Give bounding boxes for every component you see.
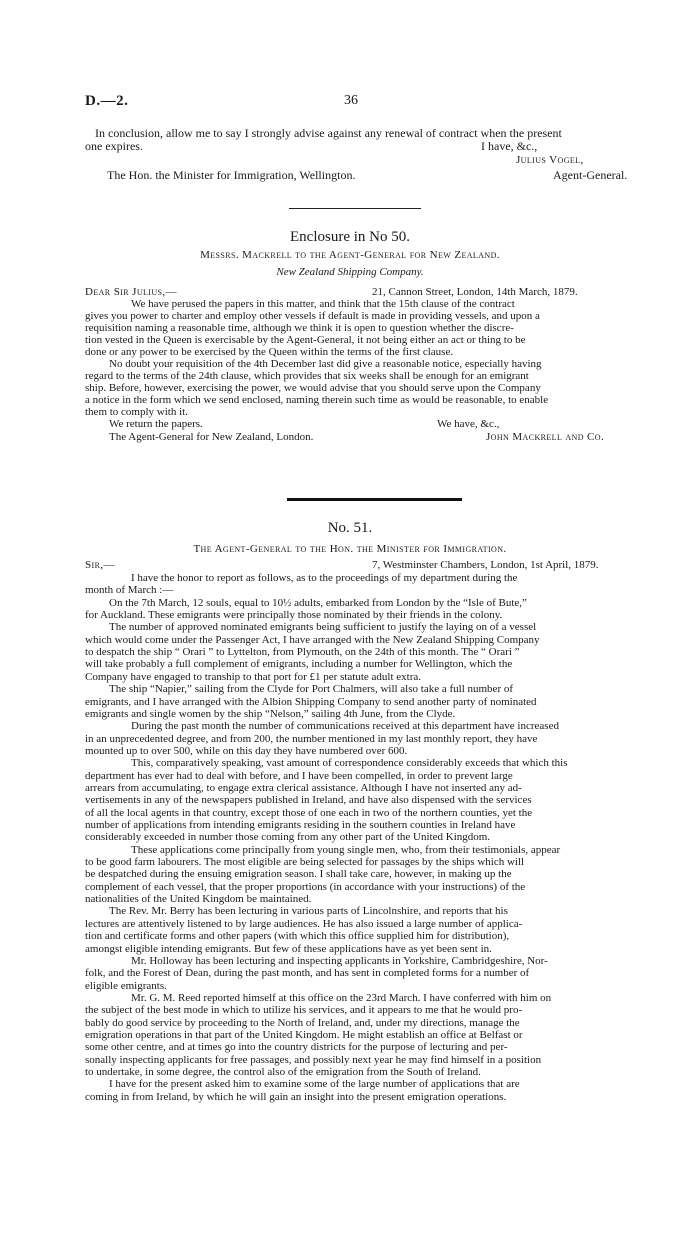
letter-line: bably do good service by proceeding to the North of Ireland, and, under my directions, manage the — [85, 1016, 520, 1029]
enclosure-line: We have perused the papers in this matter, and think that the 15th clause of the contract — [131, 298, 515, 310]
letter-line: nationalities of the United Kingdom be maintained. — [85, 893, 312, 906]
letter-heading: No. 51. — [327, 520, 373, 536]
letter-line: be despatched during the ensuing emigration season. I shall take care, however, in making up the — [85, 868, 512, 881]
letter-line: The ship “Napier,” sailing from the Clyde for Port Chalmers, will also take a full number of — [109, 683, 514, 696]
letter-line: emigrants, and I have arranged with the Albion Shipping Company to send another party of nominated — [85, 695, 537, 708]
section-divider-thick — [287, 498, 462, 501]
letter-line: I have the honor to report as follows, as to the proceedings of my department during the — [131, 572, 518, 584]
enclosure-line: No doubt your requisition of the 4th December last did give a reasonable notice, especially having — [109, 358, 542, 370]
closing-signature: Julius Vogel, — [516, 154, 584, 166]
letter-line: month of March :— — [85, 584, 174, 597]
letter-line: sonally inspecting applicants for free passages, and possibly next year he may find himself in a position — [85, 1053, 542, 1066]
letter-salutation: Sir,— — [85, 559, 115, 571]
enclosure-return-line: We return the papers. — [109, 418, 203, 430]
letter-line: of all the local agents in that country, except those of one each in two of the northern counties, yet the — [85, 806, 533, 819]
letter-line: amongst eligible intending emigrants. But few of these applications have as yet been sent in. — [85, 942, 492, 955]
enclosure-line: requisition naming a reasonable time, although we think it is open to question whether the discre- — [85, 322, 514, 334]
letter-line: for Auckland. These emigrants were principally those nominated by their friends in the colony. — [85, 609, 503, 622]
letter-line: arrears from accumulating, to engage extra clerical assistance. Although I have not inserted any ad- — [85, 781, 522, 794]
letter-line: The number of approved nominated emigrants being sufficient to justify the laying on of a vessel — [109, 621, 537, 634]
letter-line: which would come under the Passenger Act, I have arranged with the New Zealand Shipping Company — [85, 633, 540, 646]
enclosure-line: done or any power to be exercised by the Queen within the terms of the first clause. — [85, 346, 454, 358]
letter-line: emigrants and single women by the ship “Nelson,” sailing 4th June, from the Clyde. — [85, 707, 456, 720]
letter-line: lectures are attentively listened to by large audiences. He has also issued a large number of applica- — [85, 917, 523, 930]
enclosure-line: them to comply with it. — [85, 406, 188, 418]
enclosure-from-to: Messrs. Mackrell to the Agent-General for New Zealand. — [200, 249, 500, 261]
section-divider — [289, 208, 421, 209]
letter-line: department has ever had to deal with before, and I have been compelled, in order to prevent large — [85, 769, 513, 782]
letter-line: The Rev. Mr. Berry has been lecturing in various parts of Lincolnshire, and reports that his — [109, 905, 508, 918]
letter-line: tion and certificate forms and other papers (with which this office supplied him for distribution), — [85, 930, 510, 943]
letter-line: in an unprecedented degree, and from 200, the number mentioned in my last monthly report, they have — [85, 732, 538, 745]
closing-sign-off: I have, &c., — [481, 139, 538, 153]
letter-line: coming in from Ireland, by which he will gain an insight into the present emigration operations. — [85, 1090, 507, 1103]
document-reference: D.—2. — [85, 93, 129, 109]
closing-line-1: In conclusion, allow me to say I strongly advise against any renewal of contract when the present — [95, 126, 562, 140]
letter-line: vertisements in any of the newspapers published in Ireland, and have also dispensed with the services — [85, 794, 532, 807]
enclosure-line: ship. Before, however, exercising the power, we would advise that you should serve upon the Company — [85, 382, 541, 394]
letter-line: emigration operations in that part of the United Kingdom. He might establish an office at Belfast or — [85, 1028, 523, 1041]
enclosure-company: New Zealand Shipping Company. — [276, 266, 424, 278]
letter-line: to undertake, in some degree, the control also of the emigration from the South of Ireland. — [85, 1066, 481, 1078]
letter-line: eligible emigrants. — [85, 979, 167, 992]
enclosure-sign-off: We have, &c., — [437, 418, 500, 430]
letter-line: complement of each vessel, that the proper proportions (in accordance with your instructions) of the — [85, 880, 526, 893]
enclosure-addressee: The Agent-General for New Zealand, London. — [109, 431, 314, 443]
enclosure-heading: Enclosure in No 50. — [290, 229, 410, 245]
letter-line: I have for the present asked him to examine some of the large number of applications that are — [109, 1078, 520, 1091]
closing-title: Agent-General. — [553, 168, 628, 182]
letter-line: These applications come principally from young single men, who, from their testimonials, appear — [131, 843, 561, 856]
enclosure-line: a notice in the form which we send enclosed, naming therein such time as would be reasonable, to enable — [85, 394, 549, 406]
letter-line: to despatch the ship “ Orari ” to Lyttelton, from Plymouth, on the 24th of this month. The “ Orari ” — [85, 646, 520, 659]
letter-line: Company have engaged to tranship to that port for £1 per statute adult extra. — [85, 670, 422, 683]
letter-address: 7, Westminster Chambers, London, 1st April, 1879. — [372, 559, 599, 571]
letter-line: the subject of the best mode in which to utilize his services, and it appears to me that he would pro- — [85, 1004, 523, 1017]
closing-line-2: one expires. — [85, 139, 143, 153]
letter-from-to: The Agent-General to the Hon. the Minister for Immigration. — [193, 543, 507, 555]
closing-addressee: The Hon. the Minister for Immigration, Wellington. — [107, 168, 356, 182]
enclosure-line: gives you power to charter and employ other vessels if default is made in providing vessels, and upon a — [85, 310, 540, 322]
letter-line: number of applications from intending emigrants residing in the southern counties in Ireland have — [85, 819, 516, 831]
letter-line: folk, and the Forest of Dean, during the past month, and has sent in completed forms for a number of — [85, 967, 530, 980]
letter-line: During the past month the number of communications received at this department have increased — [131, 720, 559, 733]
letter-line: Mr. G. M. Reed reported himself at this office on the 23rd March. I have conferred with him on — [131, 991, 552, 1004]
enclosure-address: 21, Cannon Street, London, 14th March, 1879. — [372, 286, 578, 298]
letter-line: This, comparatively speaking, vast amount of correspondence considerably exceeds that which this — [131, 757, 568, 770]
letter-line: to be good farm labourers. The most eligible are being selected for passages by the ships which will — [85, 856, 525, 869]
letter-line: mounted up to over 500, while on this day they have numbered over 600. — [85, 744, 408, 757]
page-number: 36 — [344, 93, 358, 108]
letter-line: will take probably a full complement of emigrants, including a number for Wellington, which the — [85, 658, 513, 671]
enclosure-signature: John Mackrell and Co. — [486, 431, 605, 443]
enclosure-line: tion vested in the Queen is exercisable by the Agent-General, it not being either an act or thing to be — [85, 334, 526, 346]
letter-line: some other centre, and at times go into the country districts for the purpose of lecturing and per- — [85, 1041, 508, 1054]
letter-line: On the 7th March, 12 souls, equal to 10½ adults, embarked from London by the “Isle of Bute,” — [109, 596, 527, 609]
enclosure-salutation: Dear Sir Julius,— — [85, 286, 177, 298]
letter-line: Mr. Holloway has been lecturing and inspecting applicants in Yorkshire, Cambridgeshire, Nor- — [131, 954, 548, 967]
enclosure-line: regard to the terms of the 24th clause, which provides that six weeks shall be enough for an emigrant — [85, 370, 529, 382]
letter-line: considerably exceeded in number those coming from any other part of the United Kingdom. — [85, 831, 491, 844]
